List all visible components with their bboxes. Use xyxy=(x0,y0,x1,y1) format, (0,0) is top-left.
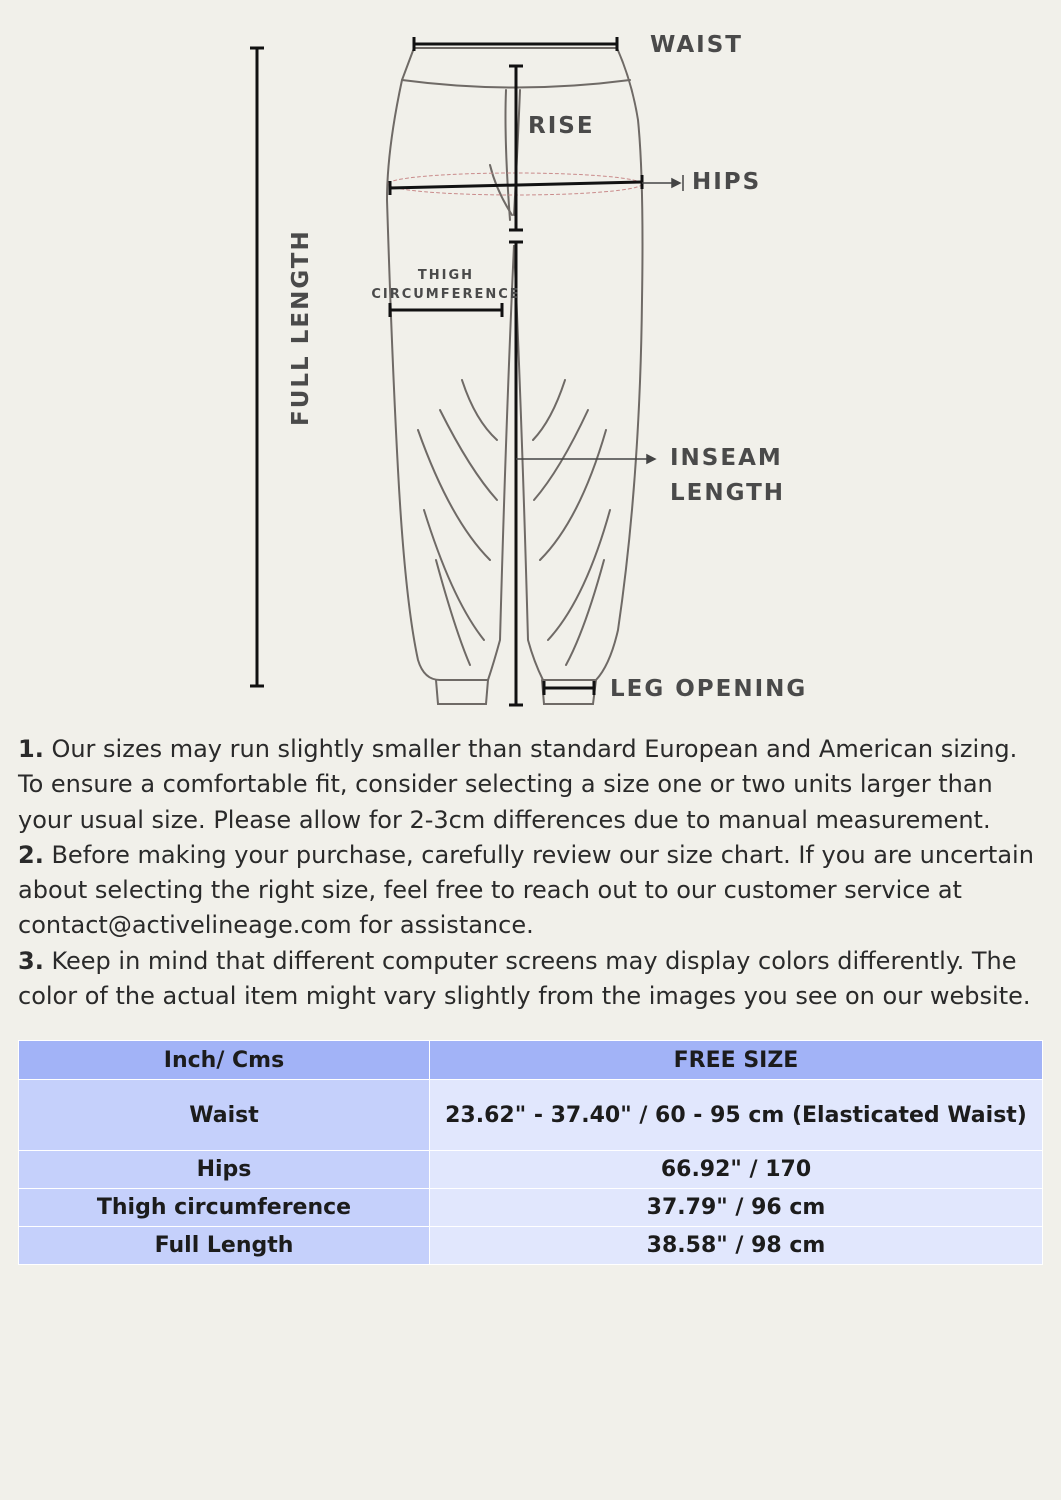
table-row xyxy=(19,1189,1043,1227)
note-3 xyxy=(18,944,1048,1015)
note-2 xyxy=(18,838,1048,944)
size-chart-table xyxy=(18,1040,1043,1265)
row-value: 38.58" / 98 cm xyxy=(430,1227,1043,1265)
thigh-label-line2: CIRCUMFERENCE xyxy=(371,287,521,302)
note-text: Before making your purchase, carefully review our size chart. If you are uncertain about selecting the right size, feel free to reach out to our customer service at contact@activelineage.com for assistance. xyxy=(18,840,1034,940)
header-free-size: FREE SIZE xyxy=(430,1041,1043,1080)
note-number: 3. xyxy=(18,946,44,975)
waist-label: WAIST xyxy=(650,32,743,58)
inseam-label-line2: LENGTH xyxy=(670,480,786,506)
note-text: Keep in mind that different computer screens may display colors differently. The color of the actual item might vary slightly from the images you see on our website. xyxy=(18,946,1031,1011)
note-number: 1. xyxy=(18,735,44,763)
pointer-arrows xyxy=(516,175,683,463)
hips-label: HIPS xyxy=(692,169,762,195)
note-number: 2. xyxy=(18,840,44,869)
thigh-label-line1: THIGH xyxy=(417,268,475,283)
full-length-label: FULL LENGTH xyxy=(288,229,314,426)
table-row xyxy=(19,1227,1043,1265)
row-value: 23.62" - 37.40" / 60 - 95 cm (Elasticated Waist) xyxy=(430,1080,1043,1151)
leg-opening-label: LEG OPENING xyxy=(610,676,808,702)
pants-measurement-diagram xyxy=(0,0,1061,720)
row-label: Thigh circumference xyxy=(19,1189,430,1227)
table-header-row xyxy=(19,1041,1043,1080)
row-label: Waist xyxy=(19,1080,430,1151)
table-row xyxy=(19,1080,1043,1151)
table-row xyxy=(19,1151,1043,1189)
inseam-label-line1: INSEAM xyxy=(670,445,783,471)
row-label: Hips xyxy=(19,1151,430,1189)
note-1 xyxy=(18,732,1048,838)
row-value: 37.79" / 96 cm xyxy=(430,1189,1043,1227)
rise-label: RISE xyxy=(528,113,595,139)
size-notes xyxy=(18,732,1048,1014)
row-value: 66.92" / 170 xyxy=(430,1151,1043,1189)
note-text: Our sizes may run slightly smaller than standard European and American sizing. To ensure a comfortable fit, consider selecting a size one or two units larger than your usual size. Please allow for 2-3cm differences due to manual measurement. xyxy=(18,735,1018,834)
row-label: Full Length xyxy=(19,1227,430,1265)
header-unit: Inch/ Cms xyxy=(19,1041,430,1080)
